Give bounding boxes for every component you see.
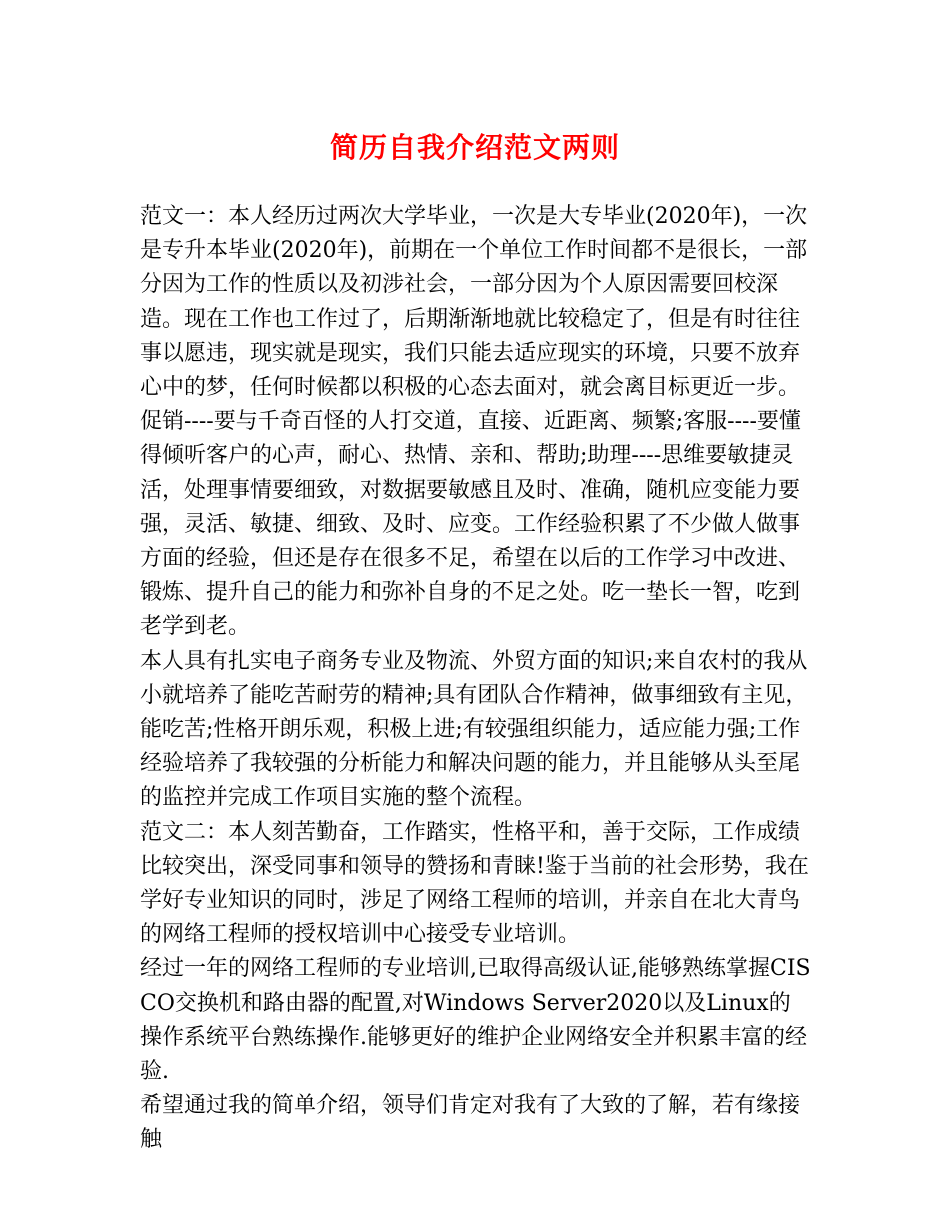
- document-body: [140, 200, 812, 1158]
- paragraph-closing: 希望通过我的简单介绍，领导们肯定对我有了大致的了解，若有缘接触: [140, 1093, 801, 1153]
- document-title: 简历自我介绍范文两则: [329, 131, 620, 164]
- paragraph-skills: 本人具有扎实电子商务专业及物流、外贸方面的知识;来自农村的我从小就培养了能吃苦耐劳的精神;具有团队合作精神，做事细致有主见，能吃苦;性格开朗乐观，积极上进;有较强组织能力，适应能力强;工作经验培养了我较强的分析能力和解决问题的能力，并且能够从头至尾的监控并完成工作项目实施的整个流程。: [140, 648, 808, 811]
- paragraph-example-one: 范文一：本人经历过两次大学毕业，一次是大专毕业(2020年)，一次是专升本毕业(2020年)，前期在一个单位工作时间都不是很长，一部分因为工作的性质以及初涉社会，一部分因为个人原因需要回校深造。现在工作也工作过了，后期渐渐地就比较稳定了，但是有时往往事以愿违，现实就是现实，我们只能去适应现实的环境，只要不放弃心中的梦，任何时候都以积极的心态去面对，就会离目标更近一步。促销----要与千奇百怪的人打交道，直接、近距离、频繁;客服----要懂得倾听客户的心声，耐心、热情、亲和、帮助;助理----思维要敏捷灵活，处理事情要细致，对数据要敏感且及时、准确，随机应变能力要强，灵活、敏捷、细致、及时、应变。工作经验积累了不少做人做事方面的经验，但还是存在很多不足，希望在以后的工作学习中改进、锻炼、提升自己的能力和弥补自身的不足之处。吃一垫长一智，吃到老学到老。: [140, 204, 808, 640]
- paragraph-example-two: 范文二：本人刻苦勤奋，工作踏实，性格平和，善于交际，工作成绩比较突出，深受同事和领导的赞扬和青睐!鉴于当前的社会形势，我在学好专业知识的同时，涉足了网络工程师的培训，并亲自在北大青鸟的网络工程师的授权培训中心接受专业培训。: [140, 819, 809, 948]
- paragraph-training: 经过一年的网络工程师的专业培训,已取得高级认证,能够熟练掌握CISCO交换机和路由器的配置,对Windows Server2020以及Linux的操作系统平台熟练操作.能够更好的维护企业网络安全并积累丰富的经验.: [140, 956, 811, 1085]
